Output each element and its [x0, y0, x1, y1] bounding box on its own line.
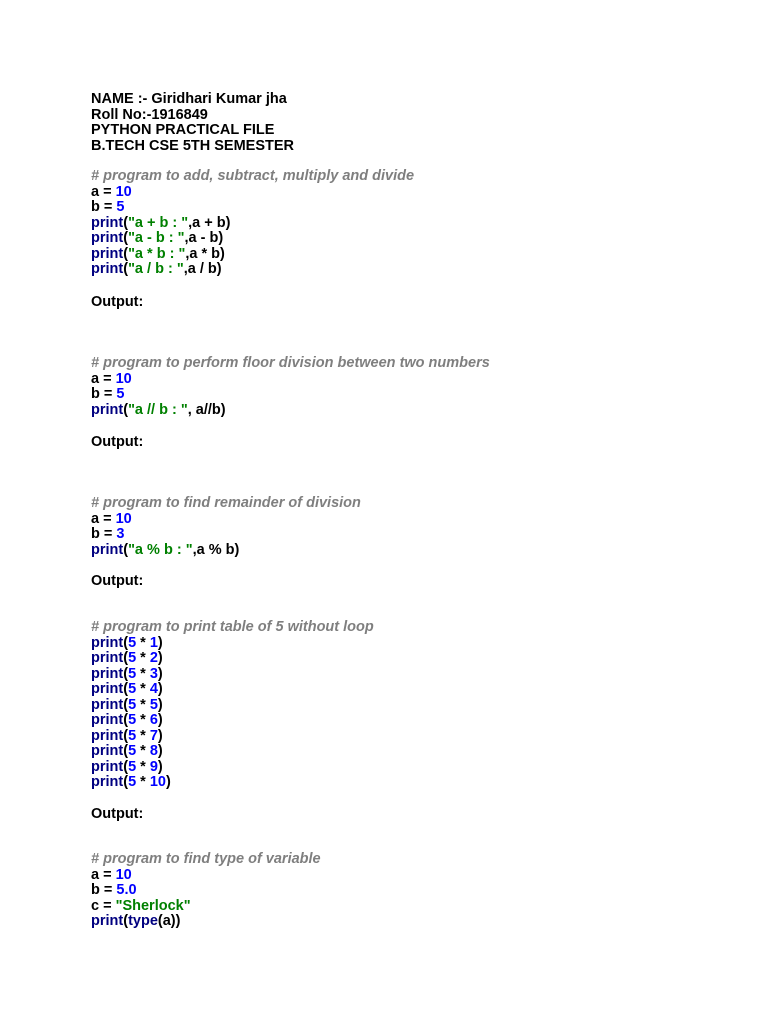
- code-line: a = 10: [91, 510, 132, 527]
- code-line: print(5 * 7): [91, 727, 163, 744]
- code-line: a = 10: [91, 866, 132, 883]
- code-comment: # program to print table of 5 without loop: [91, 619, 374, 635]
- document-header: [91, 92, 294, 154]
- program-block-remainder: [91, 496, 361, 558]
- code-line: b = 5.0: [91, 882, 137, 898]
- code-line: print(5 * 10): [91, 774, 171, 790]
- code-line: a = 10: [91, 183, 132, 200]
- code-line: c = "Sherlock": [91, 897, 191, 914]
- program-block-table-of-5: [91, 620, 374, 791]
- code-line: print("a + b : ",a + b): [91, 214, 231, 231]
- code-line: a = 10: [91, 370, 132, 387]
- output-label: Output:: [91, 294, 144, 310]
- code-line: print(5 * 1): [91, 634, 163, 651]
- code-line: print("a - b : ",a - b): [91, 230, 224, 246]
- program-block-variable-type: [91, 852, 321, 930]
- code-line: print(5 * 4): [91, 681, 163, 697]
- program-block-floor-division: [91, 356, 490, 418]
- code-line: print(5 * 2): [91, 650, 163, 666]
- code-line: print("a * b : ",a * b): [91, 245, 225, 262]
- program-block-arithmetic: [91, 169, 414, 278]
- code-line: b = 5: [91, 199, 125, 215]
- code-line: print(type(a)): [91, 913, 181, 929]
- output-label: Output:: [91, 434, 144, 450]
- code-comment: # program to perform floor division between two numbers: [91, 355, 490, 371]
- code-line: print("a / b : ",a / b): [91, 261, 222, 277]
- code-line: b = 3: [91, 526, 125, 542]
- code-line: print(5 * 6): [91, 712, 163, 728]
- student-name: NAME :- Giridhari Kumar jha: [91, 91, 287, 107]
- code-line: print(5 * 5): [91, 696, 163, 713]
- course-info: B.TECH CSE 5TH SEMESTER: [91, 137, 295, 154]
- code-comment: # program to find remainder of division: [91, 495, 361, 511]
- code-line: print("a % b : ",a % b): [91, 541, 240, 558]
- code-line: b = 5: [91, 386, 125, 402]
- code-line: print(5 * 8): [91, 743, 163, 759]
- code-line: print("a // b : ", a//b): [91, 401, 226, 418]
- output-label: Output:: [91, 806, 144, 822]
- code-line: print(5 * 3): [91, 665, 163, 682]
- roll-number: Roll No:-1916849: [91, 106, 208, 123]
- code-line: print(5 * 9): [91, 758, 163, 775]
- output-label: Output:: [91, 573, 144, 589]
- file-title: PYTHON PRACTICAL FILE: [91, 122, 275, 138]
- code-comment: # program to find type of variable: [91, 851, 321, 867]
- code-comment: # program to add, subtract, multiply and divide: [91, 168, 415, 184]
